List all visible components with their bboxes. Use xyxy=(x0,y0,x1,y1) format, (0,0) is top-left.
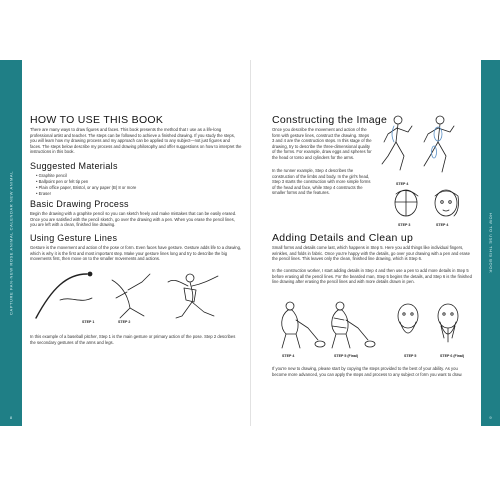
basic-process-paragraph: Begin the drawing with a graphite pencil so you can sketch freely and make mistakes that can be easily erased. Once you are satisfied with the pencil sketch, go over the drawing with a pen. When you erase the pencil lines, you are left with a clean, finished line drawing. xyxy=(30,211,237,228)
closing-paragraph: If you're new to drawing, please start by copying the steps provided to the best of your ability. As you become more advanced, you can apply the steps and process to any subject or form you want to draw. xyxy=(272,366,463,377)
details-illustrations xyxy=(274,300,474,352)
step3-head-label: STEP 3 xyxy=(398,223,411,227)
gesture-illustrations xyxy=(32,268,242,323)
details-paragraph-2: In the construction worker, I start adding details in Step 4 and then use a pen to add more details in Step 5 before erasing all the pencil lines. For the bearded man, Step 5 begins the details, and Step 6 is the finished line drawing after erasing the pencil lines and with more details drawn in pen. xyxy=(272,268,472,285)
page-title: HOW TO USE THIS BOOK xyxy=(30,114,164,126)
girl-head-illustrations xyxy=(388,188,468,222)
construct-paragraph-1: Once you describe the movement and action of the form with gesture lines, construct the drawing. Steps 3 and 4 are the construction steps. In this stage of the drawing, try to describe the three-dimensional quality of the forms. For example, draw eggs and spheres for the head or torso and cylinders for the arms. xyxy=(272,127,372,160)
step1-label: STEP 1 xyxy=(82,320,95,324)
runner-illustrations xyxy=(380,112,470,182)
list-item: • Plain office paper, Bristol, or any paper (B) 8 or more xyxy=(36,185,236,191)
gesture-paragraph: Gesture is the movement and action of the pose or form. Even faces have gesture. Gesture adds life to a drawing, which is why it is the first and most important step. Make your gesture lines long and try to describe the big movements first, then move on to the smaller movements and actions. xyxy=(30,245,242,262)
list-item: • Eraser xyxy=(36,191,236,197)
basic-process-heading: Basic Drawing Process xyxy=(30,199,129,209)
step5-man-label: STEP 5 xyxy=(404,354,417,358)
list-item: • Ballpoint pen or felt tip pen xyxy=(36,179,236,185)
left-page-number: 8 xyxy=(9,415,13,420)
step4-head-label: STEP 4 xyxy=(436,223,449,227)
step6-final-man-label: STEP 6 (Final) xyxy=(440,354,465,358)
left-spine-strip xyxy=(0,60,22,426)
details-paragraph-1: Small forms and details come last, which happens in Step 5. Here you add things like individual fingers, wrinkles, and folds in fabric. Once you're happy with the details, go over your drawing with a pen and erase the pencil lines. This leaves only the clean, finished line drawing, which is Step 6. xyxy=(272,245,470,262)
step4-worker-label: STEP 4 xyxy=(282,354,295,358)
step5-final-worker-label: STEP 5 (Final) xyxy=(334,354,359,358)
right-spine-strip xyxy=(481,60,500,426)
step4-runner-label: STEP 4 xyxy=(396,182,409,186)
page-gutter xyxy=(250,60,251,426)
gesture-caption: In this example of a baseball pitcher, Step 1 is the main gesture or primary action of the pose. Step 2 describes the secondary gestures of the arms and legs. xyxy=(30,334,236,345)
intro-paragraph: There are many ways to draw figures and faces. This book presents the method that I use as a life-long professional artist and teacher. The steps can be followed to achieve a finished drawing. If you study the steps, you will learn how my drawing process and my approach can be applied to any subject—not just figures and faces. The steps below describe my process and drawing philosophy and offer suggestions on how to interpret the instructions in this book. xyxy=(30,127,242,155)
details-heading: Adding Details and Clean up xyxy=(272,232,414,244)
materials-list xyxy=(36,173,236,197)
gesture-heading: Using Gesture Lines xyxy=(30,233,118,243)
construct-paragraph-2: In the runner example, Step 4 describes the construction of the limbs and body. In the girl's head, Step 3 starts the construction with more simple forms of the head and face, while Step 4 constructs the smaller forms and the features. xyxy=(272,168,371,196)
step2-label: STEP 2 xyxy=(118,320,131,324)
left-spine-text: CAPTURE FAN-NEW ROSE ANIMAL CALENDAR NEW ANIMAL xyxy=(8,170,14,316)
right-spine-text: HOW TO USE THIS BOOK xyxy=(488,212,493,274)
list-item: • Graphite pencil xyxy=(36,173,236,179)
right-page-number: 9 xyxy=(489,415,492,420)
materials-heading: Suggested Materials xyxy=(30,161,118,171)
construct-heading: Constructing the Image xyxy=(272,114,388,126)
